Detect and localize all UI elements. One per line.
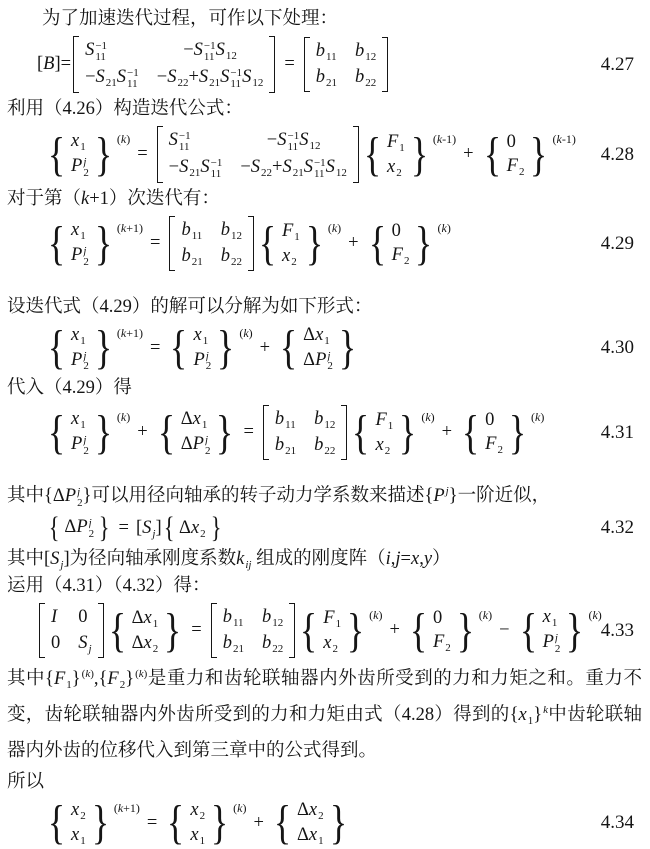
matrix-cell: 0 xyxy=(51,633,61,653)
iteration-superscript: (k+1) xyxy=(116,221,143,235)
right-brace: } xyxy=(530,127,548,181)
operator: = xyxy=(150,337,161,358)
iteration-superscript: (k) xyxy=(116,410,131,424)
right-bracket xyxy=(382,37,388,92)
vector-0F xyxy=(366,216,451,270)
matrix-cell: $b_{11}$ xyxy=(274,409,296,431)
vector-row: $\Delta x_2$ xyxy=(131,632,159,655)
vector-delta-x xyxy=(106,603,185,657)
right-brace: } xyxy=(399,405,417,459)
vector-row: $F_1$ xyxy=(281,220,300,243)
text-line-where-dp: 其中{ΔP j 2 }可以用径向轴承的转子动力学系数来描述$\{P^j\}$一阶近似， xyxy=(7,485,551,508)
left-brace: { xyxy=(47,127,66,181)
right-brace: } xyxy=(346,603,365,657)
right-brace: } xyxy=(566,603,584,657)
vector-row: $\Delta x_1$ xyxy=(180,409,208,431)
matrix-cell: $b_{11}$ xyxy=(315,41,337,63)
vector-0F xyxy=(459,405,545,459)
iteration-superscript: (k) xyxy=(531,410,545,424)
vector-delta-xp xyxy=(155,405,237,459)
operator: = xyxy=(191,620,202,640)
vector-row: ΔP j 2 xyxy=(180,434,211,456)
left-brace: { xyxy=(157,405,175,459)
vector-row: $\Delta x_1$ xyxy=(296,825,324,847)
vector-row: $F_2$ xyxy=(485,434,503,456)
left-brace: { xyxy=(352,405,370,459)
vector-row: $x_1$ xyxy=(71,825,86,847)
matrix-cell: $b_{21}$ xyxy=(315,67,338,89)
matrix-cell: $-S_{21}S$ −1 11 xyxy=(85,67,139,89)
right-bracket xyxy=(353,126,359,183)
text-line-subst: 代入（4.29）得 xyxy=(7,378,132,398)
operator: + xyxy=(348,233,359,253)
vector-xp xyxy=(45,127,131,181)
matrix-I-S xyxy=(39,603,104,658)
text-line-assume: 设迭代式（4.29）的解可以分解为如下形式： xyxy=(7,297,373,317)
right-brace: } xyxy=(98,511,110,544)
matrix-cell: $b_{11}$ xyxy=(181,220,203,242)
vector-xp xyxy=(45,216,143,270)
operator: = xyxy=(146,812,158,833)
right-brace: } xyxy=(329,796,347,849)
vector-row: ΔP j 2 xyxy=(64,517,95,539)
vector-row: $x_2$ xyxy=(281,245,297,268)
vector-0F xyxy=(481,127,576,181)
equation-number: 4.32 xyxy=(600,517,634,538)
right-brace: } xyxy=(94,405,113,459)
vector-0F xyxy=(407,603,493,657)
vector-row: $\Delta x_2$ xyxy=(179,517,206,540)
left-brace: { xyxy=(363,127,382,181)
operator: = xyxy=(118,517,129,538)
right-brace: } xyxy=(216,405,234,459)
operator: − xyxy=(499,620,510,640)
right-bracket xyxy=(341,405,347,460)
left-brace: { xyxy=(409,603,428,657)
operator: = xyxy=(284,54,295,74)
equation-4-34 xyxy=(7,796,642,849)
vector-row: $x_1$ xyxy=(190,825,206,847)
left-brace: { xyxy=(163,511,175,544)
right-brace: } xyxy=(217,321,235,374)
vector-row: $x_1$ xyxy=(71,409,86,431)
matrix-cell: $b_{22}$ xyxy=(355,67,377,89)
iteration-superscript: (k-1) xyxy=(432,132,457,146)
operator: + xyxy=(253,812,264,833)
matrix-cell: $-S_{21}S$ −1 11 xyxy=(168,157,223,179)
vector-delta-x2 xyxy=(162,513,223,543)
left-brace: { xyxy=(519,603,537,657)
vector-xp xyxy=(517,603,602,657)
right-bracket xyxy=(269,36,275,93)
operator: + xyxy=(137,422,148,442)
left-brace: { xyxy=(170,321,188,374)
right-brace: } xyxy=(94,321,113,374)
vertical-gap xyxy=(7,274,642,294)
right-brace: } xyxy=(305,216,323,270)
vector-row: $x_2$ xyxy=(190,800,206,822)
matrix-S xyxy=(73,36,275,93)
vector-delta-x21 xyxy=(271,796,350,849)
right-brace: } xyxy=(508,405,527,459)
matrix-cell: $b_{21}$ xyxy=(222,633,244,655)
equation-4-29 xyxy=(7,216,642,271)
text-line-intro: 为了加速迭代过程，可作以下处理： xyxy=(42,9,339,29)
vector-row: $x_2$ xyxy=(71,800,86,822)
text-line-so: 所以 xyxy=(7,772,45,792)
equation-number: 4.30 xyxy=(600,337,634,358)
vector-row: P j 2 xyxy=(542,632,561,654)
vector-row: $F_2$ xyxy=(391,245,410,267)
text-line-for-k1: 对于第（k+1）次迭代有： xyxy=(7,189,220,209)
right-bracket xyxy=(98,603,104,658)
equation-number: 4.27 xyxy=(600,53,634,75)
vector-Fx xyxy=(349,405,435,459)
left-brace: { xyxy=(48,511,60,544)
vector-x21 xyxy=(45,796,140,849)
left-brace: { xyxy=(258,216,277,270)
text-line-use426: 利用（4.26）构造迭代公式： xyxy=(7,99,243,119)
left-brace: { xyxy=(47,216,66,270)
vector-row: 0 xyxy=(485,410,495,430)
right-brace: } xyxy=(338,321,357,374)
matrix-cell: $b_{22}$ xyxy=(261,633,284,655)
matrix-cell: −S −1 11 $S_{12}$ xyxy=(183,40,237,62)
left-brace: { xyxy=(47,405,66,459)
operator: + xyxy=(441,422,453,442)
vector-row: $\Delta x_1$ xyxy=(303,324,330,347)
iteration-superscript: (k+1) xyxy=(113,800,140,815)
equation-4-33 xyxy=(7,603,642,658)
equation-4-28 xyxy=(7,126,642,183)
operator: + xyxy=(389,620,400,640)
vector-row: $x_2$ xyxy=(386,156,402,179)
left-brace: { xyxy=(47,796,66,849)
matrix-cell: −S −1 11 $S_{12}$ xyxy=(266,130,321,152)
vertical-gap xyxy=(7,463,642,483)
matrix-cell: $b_{21}$ xyxy=(181,246,203,268)
vector-row: P j 2 xyxy=(71,349,89,372)
right-brace: } xyxy=(210,511,222,544)
vector-row: $\Delta x_2$ xyxy=(296,800,324,822)
vector-row: $x_1$ xyxy=(71,324,86,347)
matrix-cell: 0 xyxy=(78,607,88,627)
operator: = xyxy=(243,422,254,442)
equation-number: 4.33 xyxy=(600,619,634,641)
vector-row: $x_1$ xyxy=(71,131,86,153)
equation-number: 4.31 xyxy=(600,421,634,443)
right-brace: } xyxy=(410,127,428,181)
vector-x21 xyxy=(164,796,247,849)
right-brace: } xyxy=(210,796,229,849)
left-brace: { xyxy=(108,603,126,657)
vector-delta-P xyxy=(47,513,112,543)
equation-4-30 xyxy=(7,321,642,374)
matrix-cell: $b_{12}$ xyxy=(314,409,336,431)
math-term: $[S_j]$ xyxy=(135,517,162,540)
right-brace: } xyxy=(456,603,474,657)
vector-xp xyxy=(45,321,143,374)
matrix-cell: $b_{22}$ xyxy=(314,435,336,457)
vector-row: ΔP j 2 xyxy=(303,349,333,372)
vector-row: P j 2 xyxy=(193,349,212,372)
vector-row: 0 xyxy=(432,608,443,628)
text-line-apply: 运用（4.31）（4.32）得： xyxy=(7,576,211,596)
vector-row: $F_1$ xyxy=(386,131,405,154)
right-brace: } xyxy=(91,796,109,849)
matrix-b xyxy=(211,603,296,658)
vector-Fx xyxy=(256,216,342,270)
right-brace: } xyxy=(415,216,433,270)
matrix-b xyxy=(304,37,389,92)
matrix-cell: $b_{11}$ xyxy=(222,607,244,629)
vector-xp xyxy=(45,405,131,459)
right-bracket xyxy=(289,603,295,658)
vector-row: $F_1$ xyxy=(323,607,342,630)
iteration-superscript: (k) xyxy=(116,132,131,146)
left-brace: { xyxy=(461,405,480,459)
equation-4-32 xyxy=(7,513,642,543)
iteration-superscript: (k) xyxy=(327,221,342,235)
vector-row: P j 2 xyxy=(71,434,89,456)
vector-row: P j 2 xyxy=(71,245,89,267)
iteration-superscript: (k) xyxy=(233,800,247,815)
left-brace: { xyxy=(167,796,185,849)
matrix-b xyxy=(169,216,254,271)
vector-delta-xp xyxy=(277,321,359,374)
equation-number: 4.29 xyxy=(600,232,634,254)
matrix-b xyxy=(263,405,348,460)
left-brace: { xyxy=(279,321,298,374)
math-lhs: [B]= xyxy=(37,54,72,74)
iteration-superscript: (k+1) xyxy=(116,325,143,340)
iteration-superscript: (k) xyxy=(588,608,602,622)
left-brace: { xyxy=(483,127,501,181)
vector-row: 0 xyxy=(391,221,401,241)
right-brace: } xyxy=(164,603,182,657)
equation-4-31 xyxy=(7,405,642,460)
matrix-cell: $S_j$ xyxy=(78,633,92,655)
operator: + xyxy=(259,337,271,358)
matrix-cell: $b_{12}$ xyxy=(355,41,377,63)
equation-number: 4.34 xyxy=(600,812,634,833)
vector-row: $x_1$ xyxy=(193,324,209,347)
vector-row: P j 2 xyxy=(71,156,89,178)
vector-row: $\Delta x_1$ xyxy=(131,607,159,630)
right-bracket xyxy=(248,216,254,271)
left-brace: { xyxy=(273,796,292,849)
right-brace: } xyxy=(94,216,113,270)
operator: = xyxy=(137,144,148,164)
right-brace: } xyxy=(94,127,113,181)
equation-4-27 xyxy=(7,36,642,93)
vector-row: $x_1$ xyxy=(542,607,558,629)
left-brace: { xyxy=(300,603,318,657)
operator: + xyxy=(463,144,474,164)
vector-row: $F_2$ xyxy=(432,632,451,654)
iteration-superscript: (k) xyxy=(437,221,451,235)
left-brace: { xyxy=(47,321,66,374)
vector-row: $F_1$ xyxy=(375,409,394,432)
matrix-cell: $b_{22}$ xyxy=(220,246,242,268)
matrix-cell: S −1 11 xyxy=(168,130,191,152)
matrix-cell: I xyxy=(51,607,58,627)
vector-row: $x_1$ xyxy=(71,220,86,242)
text-line-where-sj: 其中$[S_j]$为径向轴承刚度系数$k_{ij}$ 组成的刚度阵（i,j=x,y） xyxy=(7,549,451,571)
matrix-S xyxy=(157,126,359,183)
operator: = xyxy=(150,233,161,253)
matrix-cell: $b_{21}$ xyxy=(274,435,297,457)
vector-xp xyxy=(167,321,253,374)
equation-number: 4.28 xyxy=(600,143,634,165)
vector-row: $x_2$ xyxy=(323,632,338,655)
vector-row: $x_2$ xyxy=(375,434,391,457)
vector-Fx xyxy=(361,127,457,181)
matrix-cell: S −1 11 xyxy=(85,40,108,62)
matrix-cell: $-S_{22}+S_{21}S$ −1 11 $S_{12}$ xyxy=(240,157,347,179)
iteration-superscript: (k-1) xyxy=(552,132,576,146)
iteration-superscript: (k) xyxy=(239,325,253,340)
matrix-cell: $b_{12}$ xyxy=(220,220,242,242)
vector-Fx xyxy=(297,603,383,657)
vector-row: $F_2$ xyxy=(506,156,525,178)
matrix-cell: $-S_{22}+S_{21}S$ −1 11 $S_{12}$ xyxy=(156,67,264,89)
matrix-cell: $b_{12}$ xyxy=(261,607,284,629)
vector-row: 0 xyxy=(506,132,516,152)
body-paragraph: 其中$\{F_1\}^{(k)},\{F_2\}^{(k)}$是重力和齿轮联轴器内外齿所受到的力和力矩之和。重力不变，齿轮联轴器内外齿所受到的力和力矩由式（4.28）得到的$\{x_1\}^k$中齿轮联轴器内外齿的位移代入到第三章中的公式得到。 xyxy=(7,668,642,761)
iteration-superscript: (k) xyxy=(369,608,383,622)
iteration-superscript: (k) xyxy=(421,410,435,424)
left-brace: { xyxy=(368,216,386,270)
iteration-superscript: (k) xyxy=(478,608,493,622)
